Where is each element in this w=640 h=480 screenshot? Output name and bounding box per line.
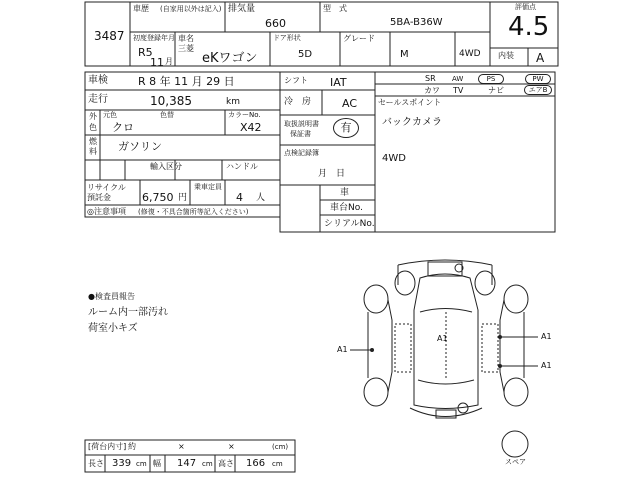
height-value: 166	[246, 458, 266, 469]
windshield	[420, 309, 472, 313]
cargo-x1: ×	[178, 442, 185, 451]
handle-label: ハンドル	[226, 162, 258, 171]
serial-label: シリアルNo.	[324, 219, 375, 229]
shift-value: IAT	[330, 76, 347, 89]
inspector-label: ●検査員報告	[88, 292, 135, 301]
score-label: 評価点	[515, 3, 536, 11]
rear-bumper	[410, 408, 482, 417]
equip-navi: ナビ	[488, 86, 504, 95]
equip-aw: AW	[452, 75, 464, 83]
inspection-label: 車検	[88, 75, 108, 86]
shift-label: シフト	[284, 76, 308, 85]
doors-label: ドア形状	[273, 34, 301, 42]
a1-center: A1	[437, 334, 448, 343]
a1-left: A1	[337, 345, 348, 354]
equip-kawa: カワ	[424, 86, 440, 95]
recycle-label-2: 預託金	[87, 193, 111, 202]
mileage-label: 走行	[88, 94, 108, 105]
manual-sub: 保証書	[290, 130, 311, 138]
ac-label: 冷 房	[284, 97, 312, 107]
color-code: X42	[240, 121, 262, 134]
interior-label: 内装	[498, 51, 514, 60]
right-doors	[482, 324, 498, 372]
equip-ps: PS	[478, 74, 504, 84]
cargo-x2: ×	[228, 442, 235, 451]
displacement-label: 排気量	[228, 4, 256, 14]
history-note: (自家用以外は記入)	[160, 5, 222, 13]
reg-month: 11	[150, 56, 164, 69]
capacity-value: 4	[236, 191, 243, 204]
capacity-label: 乗車定員	[194, 183, 222, 191]
history-label: 車歴	[133, 4, 149, 13]
equip-tv: TV	[453, 86, 464, 95]
notes-sub: (修復・不具合箇所等記入ください)	[138, 208, 249, 216]
manual-value: 有	[333, 118, 359, 138]
color-label-2: 色	[89, 123, 97, 132]
length-label: 長さ	[88, 459, 104, 468]
inspection-record-label: 点検記録簿	[284, 149, 319, 157]
reg-year: R5	[138, 46, 153, 59]
color-value: クロ	[112, 121, 134, 134]
reg-month-unit: 月	[165, 57, 173, 66]
inspection-value: R 8 年 11 月 29 日	[138, 75, 235, 88]
reg-label: 初度登録年月	[133, 34, 175, 42]
color-code-label: カラーNo.	[228, 111, 261, 119]
height-label: 高さ	[218, 459, 234, 468]
inspector-line-2: 荷室小キズ	[88, 323, 138, 334]
a1-right-bottom: A1	[541, 361, 552, 370]
fuel-label-2: 料	[89, 147, 97, 156]
manual-label: 取扱説明書	[284, 120, 319, 128]
right-bottom-a1-dot	[498, 364, 502, 368]
right-rear-wheel	[504, 378, 528, 406]
car-name-label: 車名	[178, 34, 194, 43]
displacement-value: 660	[265, 17, 286, 30]
width-value: 147	[177, 458, 197, 469]
mileage-unit: km	[226, 97, 240, 107]
color-no-label: 色替	[160, 111, 174, 119]
cargo-label: [荷台内寸]	[88, 442, 127, 451]
interior-grade: A	[536, 51, 545, 65]
front-label: 車	[340, 188, 350, 198]
grade-label: グレード	[343, 34, 375, 43]
recycle-amount: 6,750	[142, 191, 174, 204]
spare-label: スペア	[505, 458, 526, 466]
right-front-wheel	[504, 285, 528, 313]
lot-number: 3487	[94, 29, 125, 43]
right-side-outline	[500, 300, 524, 392]
sales-point-line-2: 4WD	[382, 153, 406, 164]
left-rear-wheel	[364, 378, 388, 406]
width-unit: cm	[202, 460, 213, 468]
a1-right-top: A1	[541, 332, 552, 341]
width-label: 幅	[153, 459, 161, 468]
spare-tire-icon	[502, 431, 528, 457]
notes-label: ◎注意事項	[87, 207, 126, 216]
sales-point-label: セールスポイント	[378, 98, 442, 107]
rear-window	[418, 380, 474, 384]
ac-value: AC	[342, 97, 358, 110]
model-code: 5BA-B36W	[390, 17, 443, 28]
left-side-outline	[368, 300, 392, 392]
equip-pw: PW	[525, 74, 551, 84]
capacity-unit: 人	[256, 193, 266, 203]
front-view-outline	[398, 260, 492, 285]
car-name: eKワゴン	[202, 51, 258, 66]
color-label-1: 外	[89, 112, 97, 121]
recycle-label-1: リサイクル	[87, 183, 126, 192]
record-suffix: 月 日	[318, 169, 346, 179]
model-label: 型 式	[323, 4, 347, 13]
chassis-label: 車台No.	[330, 203, 363, 213]
cargo-unit: (cm)	[272, 443, 289, 451]
left-a1-dot	[370, 348, 374, 352]
grade-value: M	[400, 49, 409, 60]
mileage-value: 10,385	[150, 94, 192, 108]
right-top-a1-dot	[498, 335, 502, 339]
equip-air: エアB	[524, 85, 552, 95]
drive-value: 4WD	[459, 49, 481, 59]
fuel-label-1: 燃	[89, 137, 97, 146]
inspector-line-1: ルーム内一部汚れ	[88, 307, 168, 318]
length-unit: cm	[136, 460, 147, 468]
height-unit: cm	[272, 460, 283, 468]
orig-color-label: 元色	[103, 111, 117, 119]
sales-point-line-1: バックカメラ	[382, 117, 442, 128]
left-doors	[395, 324, 411, 372]
doors-value: 5D	[298, 49, 313, 60]
maker: 三菱	[178, 44, 194, 53]
cargo-approx: 約	[128, 442, 136, 451]
equip-sr: SR	[425, 74, 436, 83]
length-value: 339	[112, 458, 132, 469]
recycle-unit: 円	[178, 193, 188, 203]
score-value: 4.5	[508, 12, 550, 42]
fuel-value: ガソリン	[118, 140, 162, 153]
left-front-wheel	[364, 285, 388, 313]
import-label: 輸入区分	[150, 162, 182, 171]
